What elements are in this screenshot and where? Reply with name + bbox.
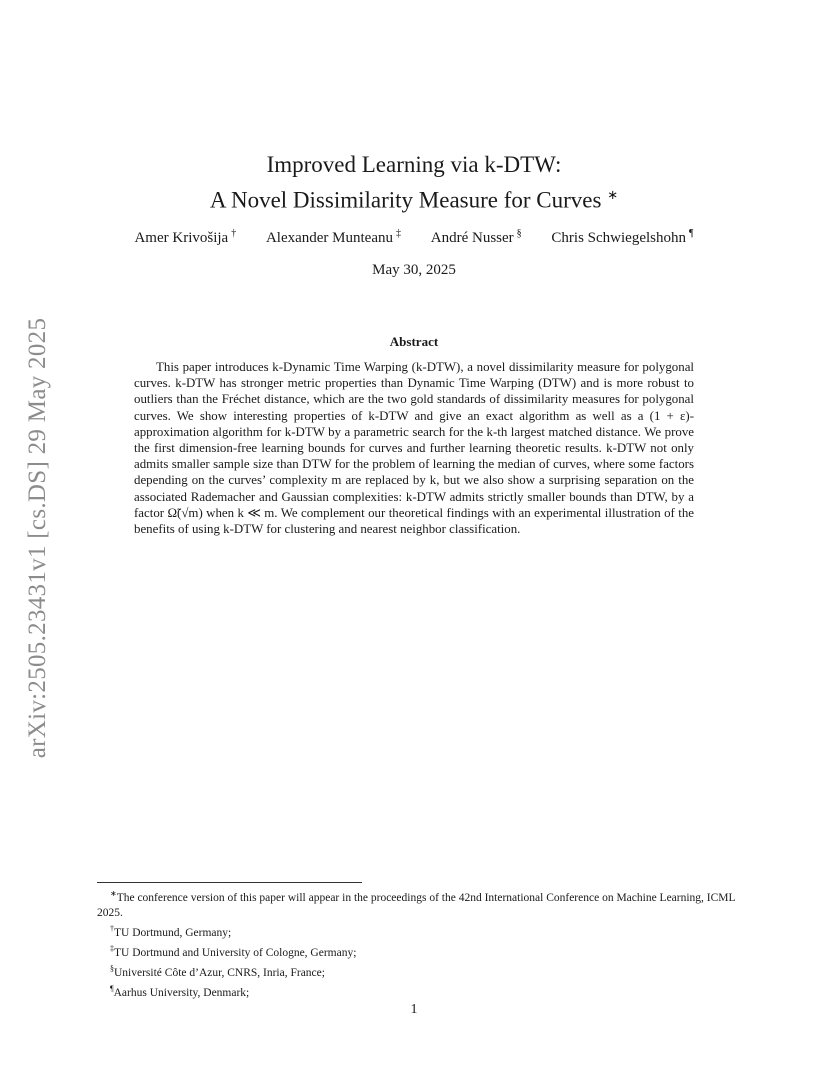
author-footnote-mark[interactable]: §: [516, 228, 522, 239]
author-3: [431, 228, 522, 247]
paper-title: [0, 150, 828, 216]
author-name: Amer Krivošija: [134, 230, 229, 246]
abstract-body: This paper introduces k-Dynamic Time Warping (k-DTW), a novel dissimilarity measure for polygonal curves. k-DTW has stronger metric properties than Dynamic Time Warping (DTW) and is more robust to outliers than the Fréchet distance, which are the two gold standards of dissimilarity measures for polygonal curves. We show interesting properties of k-DTW and give an exact algorithm as well as a (1 + ε)-approximation algorithm for k-DTW by a parametric search for the k-th largest matched distance. We prove the first dimension-free learning bounds for curves and further learning theoretic results. k-DTW not only admits smaller sample size than DTW for the problem of learning the median of curves, where some factors depending on the curves’ complexity m are replaced by k, but we also show a surprising separation on the associated Rademacher and Gaussian complexities: k-DTW admits strictly smaller bounds than DTW, by a factor Ω̃(√m) when k ≪ m. We complement our theoretical findings with an experimental illustration of the benefits of using k-DTW for clustering and nearest neighbor classification.: [134, 360, 694, 537]
author-4: [551, 228, 693, 247]
author-name: Chris Schwiegelshohn: [551, 230, 686, 246]
footnote-item: [97, 961, 737, 981]
footnote-mark: ∗: [110, 889, 117, 898]
page-number: 1: [410, 1002, 418, 1017]
author-2: [266, 228, 401, 247]
footnote-text: The conference version of this paper will appear in the proceedings of the 42nd International Conference on Machine Learning, ICML 2025.: [97, 891, 736, 920]
title-line-1: Improved Learning via k-DTW:: [266, 152, 562, 177]
author-1: [134, 228, 236, 247]
footnote-item: [97, 886, 737, 921]
footnote-item: [97, 921, 737, 941]
author-footnote-mark[interactable]: ‡: [396, 228, 401, 239]
author-name: Alexander Munteanu: [265, 230, 393, 246]
author-list: [0, 228, 828, 247]
abstract-heading: Abstract: [389, 334, 439, 349]
title-line-2-text: A Novel Dissimilarity Measure for Curves: [209, 187, 602, 213]
footnote-text: TU Dortmund, Germany;: [114, 927, 232, 940]
author-name: André Nusser: [430, 230, 514, 246]
author-footnote-mark[interactable]: ¶: [688, 228, 694, 239]
footnote-mark: §: [110, 964, 114, 974]
footnote-text: TU Dortmund and University of Cologne, Germany;: [114, 947, 357, 960]
footnote-mark: †: [110, 924, 114, 934]
title-footnote-mark[interactable]: ∗: [607, 187, 619, 202]
author-footnote-mark[interactable]: †: [231, 228, 237, 239]
footnotes: [97, 886, 737, 1001]
footnote-mark: ¶: [110, 984, 114, 994]
footnote-text: Aarhus University, Denmark;: [113, 987, 250, 1000]
footnote-mark: ‡: [110, 944, 114, 954]
footnote-text: Université Côte d’Azur, CNRS, Inria, France;: [114, 967, 325, 980]
arxiv-side-stamp[interactable]: arXiv:2505.23431v1 [cs.DS] 29 May 2025: [24, 317, 51, 759]
publication-date: May 30, 2025: [372, 262, 456, 278]
footnote-item: [97, 981, 737, 1001]
footnote-divider: [97, 882, 362, 883]
title-line-2: [0, 180, 828, 216]
footnote-item: [97, 941, 737, 961]
